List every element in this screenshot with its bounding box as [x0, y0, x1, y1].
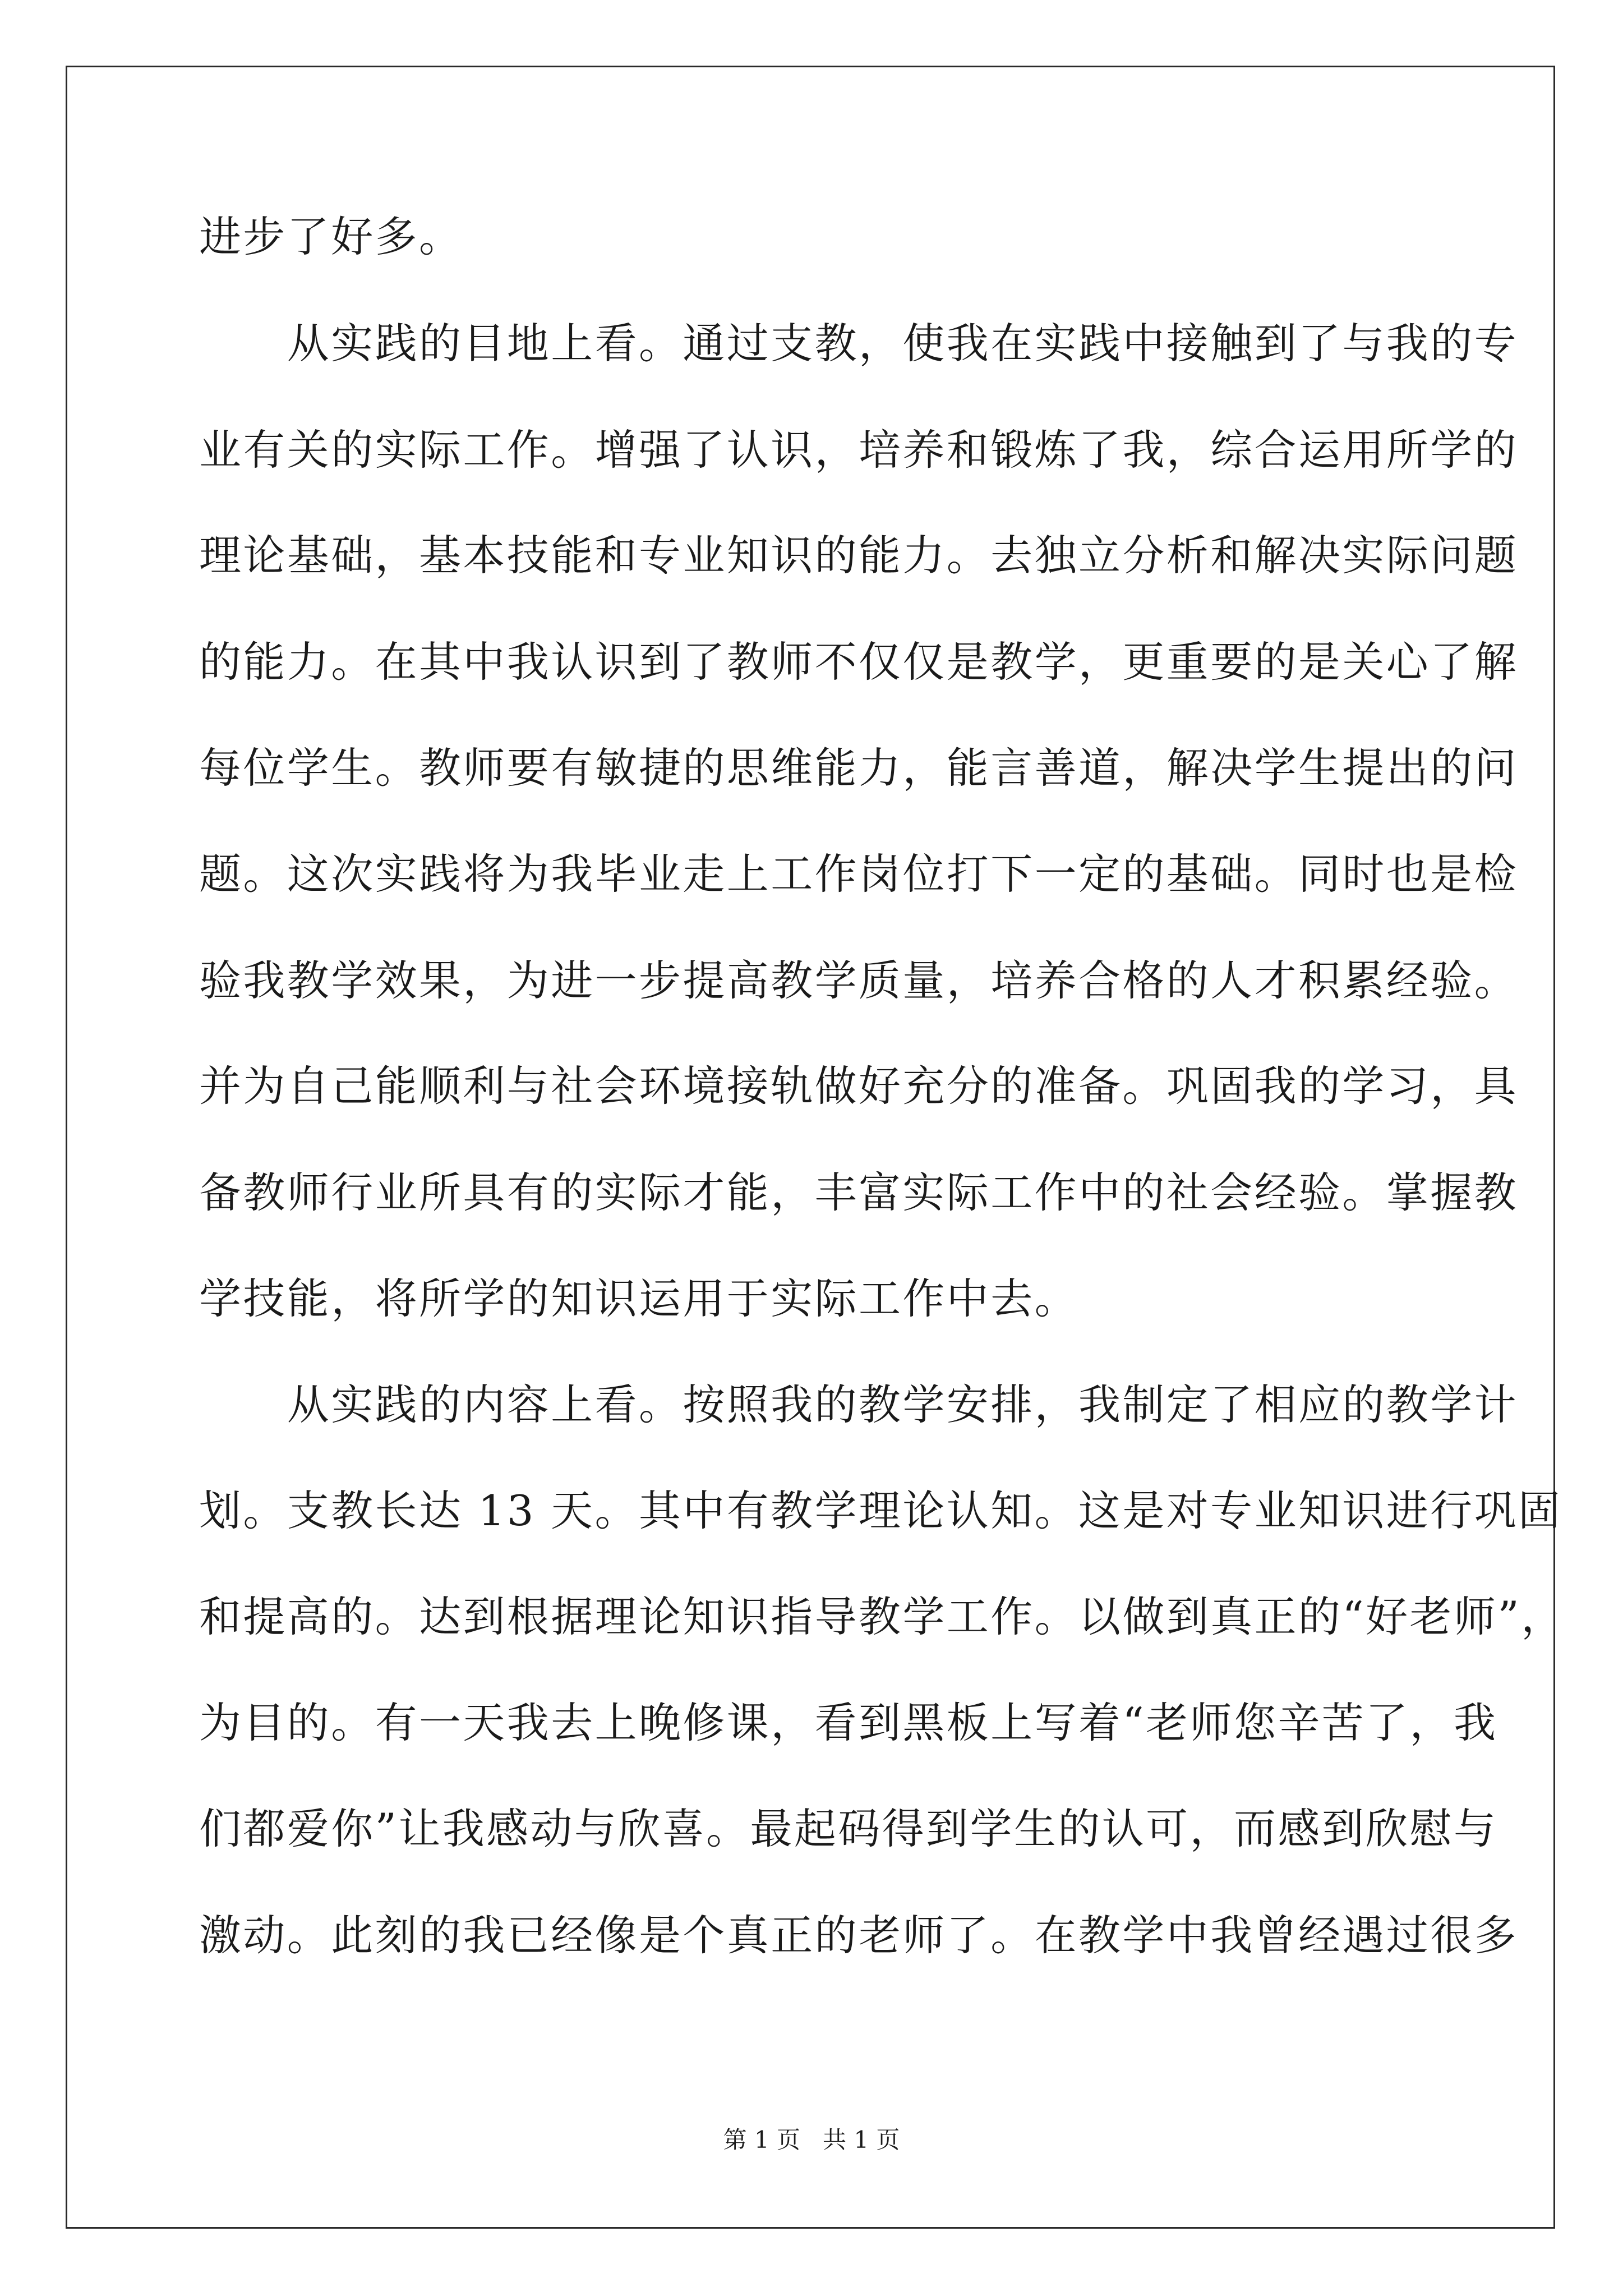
- body-text-line: 为目的。有一天我去上晚修课，看到黑板上写着“老师您辛苦了，我: [199, 1698, 1498, 1747]
- body-text-line: 和提高的。达到根据理论知识指导教学工作。以做到真正的“好老师”，: [199, 1592, 1565, 1641]
- body-text-line: 进步了好多。: [199, 212, 463, 261]
- body-text-line: 从实践的内容上看。按照我的教学安排，我制定了相应的教学计: [199, 1380, 1519, 1429]
- page-border: [66, 66, 1555, 2229]
- body-text-line: 激动。此刻的我已经像是个真正的老师了。在教学中我曾经遇过很多: [199, 1911, 1519, 1960]
- body-text-line: 们都爱你”让我感动与欣喜。最起码得到学生的认可，而感到欣慰与: [199, 1804, 1498, 1853]
- body-text-line: 的能力。在其中我认识到了教师不仅仅是教学，更重要的是关心了解: [199, 637, 1519, 687]
- body-text-line: 备教师行业所具有的实际才能，丰富实际工作中的社会经验。掌握教: [199, 1168, 1519, 1217]
- body-text-line: 每位学生。教师要有敏捷的思维能力，能言善道，解决学生提出的问: [199, 743, 1519, 793]
- body-text-line: 从实践的目地上看。通过支教，使我在实践中接触到了与我的专: [199, 319, 1519, 368]
- body-text-line: 划。支教长达 13 天。其中有教学理论认知。这是对专业知识进行巩固: [199, 1486, 1562, 1535]
- body-text-line: 并为自己能顺利与社会环境接轨做好充分的准备。巩固我的学习，具: [199, 1061, 1519, 1111]
- page-footer: [0, 2123, 1623, 2157]
- body-text-line: 学技能，将所学的知识运用于实际工作中去。: [199, 1274, 1079, 1323]
- body-text-line: 验我教学效果，为进一步提高教学质量，培养合格的人才积累经验。: [199, 956, 1519, 1005]
- body-text-line: 业有关的实际工作。增强了认识，培养和锻炼了我，综合运用所学的: [199, 425, 1519, 475]
- body-text-line: 题。这次实践将为我毕业走上工作岗位打下一定的基础。同时也是检: [199, 849, 1519, 899]
- body-text-line: 理论基础，基本技能和专业知识的能力。去独立分析和解决实际问题: [199, 531, 1519, 580]
- page-number-total: 共 1 页: [823, 2126, 900, 2154]
- page-number-current: 第 1 页: [723, 2126, 800, 2154]
